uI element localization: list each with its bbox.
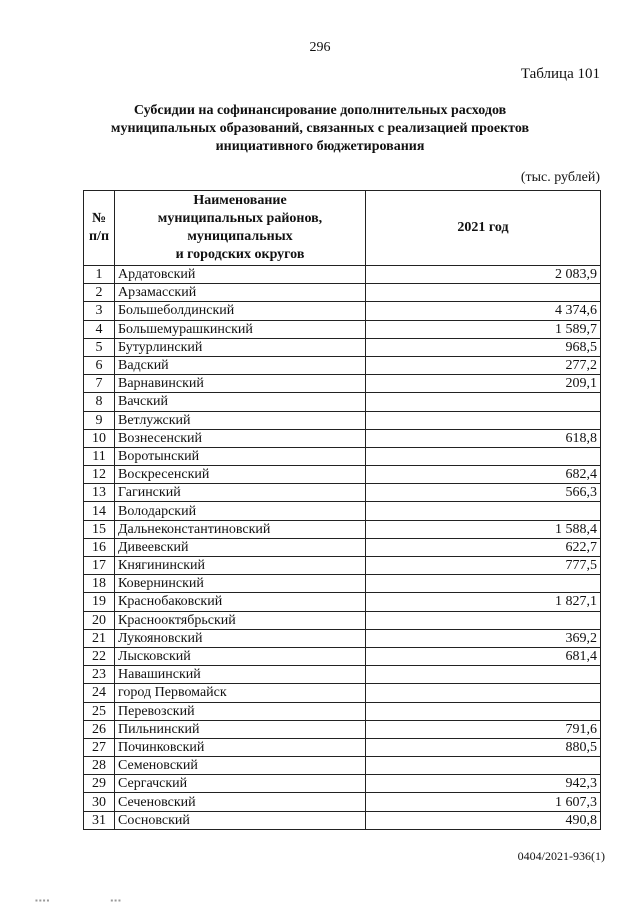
row-name: Большеболдинский <box>115 302 366 320</box>
header-number-line: № <box>91 211 107 226</box>
row-name: Варнавинский <box>115 375 366 393</box>
table-row <box>84 811 601 829</box>
row-value <box>366 393 601 411</box>
table-row <box>84 502 601 520</box>
row-number: 26 <box>84 720 115 738</box>
row-name: Володарский <box>115 502 366 520</box>
row-name: Большемурашкинский <box>115 320 366 338</box>
row-name: Дивеевский <box>115 538 366 556</box>
row-number: 28 <box>84 757 115 775</box>
row-name: Гагинский <box>115 484 366 502</box>
row-value <box>366 502 601 520</box>
table-row <box>84 356 601 374</box>
table-row <box>84 266 601 284</box>
header-name <box>115 191 366 266</box>
row-number: 12 <box>84 466 115 484</box>
row-name: Краснобаковский <box>115 593 366 611</box>
title-line: муниципальных образований, связанных с реализацией проектов <box>110 121 530 136</box>
table-row <box>84 484 601 502</box>
row-number: 1 <box>84 266 115 284</box>
document-title <box>60 102 580 156</box>
row-value: 880,5 <box>366 738 601 756</box>
row-number: 15 <box>84 520 115 538</box>
row-name: Навашинский <box>115 666 366 684</box>
table-label: Таблица 101 <box>520 66 600 82</box>
header-name-line: Наименование <box>193 193 287 208</box>
row-name: Краснооктябрьский <box>115 611 366 629</box>
row-number: 20 <box>84 611 115 629</box>
table-row <box>84 757 601 775</box>
row-value: 369,2 <box>366 629 601 647</box>
row-number: 6 <box>84 356 115 374</box>
row-number: 18 <box>84 575 115 593</box>
row-number: 2 <box>84 284 115 302</box>
row-name: Семеновский <box>115 757 366 775</box>
header-year: 2021 год <box>366 191 601 266</box>
table-row <box>84 429 601 447</box>
row-name: Дальнеконстантиновский <box>115 520 366 538</box>
table-row <box>84 393 601 411</box>
table-row <box>84 557 601 575</box>
row-name: Вачский <box>115 393 366 411</box>
row-name: Ардатовский <box>115 266 366 284</box>
row-number: 10 <box>84 429 115 447</box>
row-name: Сеченовский <box>115 793 366 811</box>
table-row <box>84 666 601 684</box>
row-name: Сергачский <box>115 775 366 793</box>
row-value: 277,2 <box>366 356 601 374</box>
table-row <box>84 611 601 629</box>
row-value: 1 827,1 <box>366 593 601 611</box>
table-header-row <box>84 191 601 266</box>
row-name: Сосновский <box>115 811 366 829</box>
table-row <box>84 284 601 302</box>
row-number: 29 <box>84 775 115 793</box>
row-name: Воскресенский <box>115 466 366 484</box>
row-number: 19 <box>84 593 115 611</box>
row-value <box>366 702 601 720</box>
row-number: 31 <box>84 811 115 829</box>
row-number: 14 <box>84 502 115 520</box>
row-name: Лукояновский <box>115 629 366 647</box>
row-value: 968,5 <box>366 338 601 356</box>
row-name: Арзамасский <box>115 284 366 302</box>
table-row <box>84 647 601 665</box>
row-number: 30 <box>84 793 115 811</box>
table-body <box>84 266 601 830</box>
row-value <box>366 411 601 429</box>
row-number: 8 <box>84 393 115 411</box>
table-row <box>84 302 601 320</box>
table-row <box>84 411 601 429</box>
row-value: 490,8 <box>366 811 601 829</box>
table-row <box>84 738 601 756</box>
row-name: Ковернинский <box>115 575 366 593</box>
subsidy-table <box>83 190 601 830</box>
row-value: 4 374,6 <box>366 302 601 320</box>
header-name-line: муниципальных районов, <box>157 211 323 226</box>
row-number: 13 <box>84 484 115 502</box>
row-value: 2 083,9 <box>366 266 601 284</box>
table-row <box>84 466 601 484</box>
row-name: Воротынский <box>115 447 366 465</box>
table-row <box>84 338 601 356</box>
row-value <box>366 684 601 702</box>
row-number: 7 <box>84 375 115 393</box>
table-row <box>84 629 601 647</box>
row-value: 1 607,3 <box>366 793 601 811</box>
scan-marks: ▪▪▪▪ ▪▪▪ <box>35 896 122 905</box>
row-value: 566,3 <box>366 484 601 502</box>
page-number: 296 <box>309 40 331 55</box>
row-name: Вознесенский <box>115 429 366 447</box>
document-code: 0404/2021-936(1) <box>517 849 605 863</box>
row-value <box>366 666 601 684</box>
row-value: 209,1 <box>366 375 601 393</box>
row-number: 11 <box>84 447 115 465</box>
row-value: 791,6 <box>366 720 601 738</box>
table-row <box>84 702 601 720</box>
row-number: 23 <box>84 666 115 684</box>
row-number: 24 <box>84 684 115 702</box>
table-row <box>84 720 601 738</box>
table-row <box>84 320 601 338</box>
row-number: 5 <box>84 338 115 356</box>
units-label: (тыс. рублей) <box>520 170 600 185</box>
row-value <box>366 575 601 593</box>
row-value <box>366 284 601 302</box>
row-number: 27 <box>84 738 115 756</box>
header-number <box>84 191 115 266</box>
table-row <box>84 793 601 811</box>
row-number: 9 <box>84 411 115 429</box>
title-line: инициативного бюджетирования <box>215 139 425 154</box>
header-number-line: п/п <box>88 229 110 244</box>
row-name: Починковский <box>115 738 366 756</box>
row-value: 1 589,7 <box>366 320 601 338</box>
row-number: 3 <box>84 302 115 320</box>
row-value <box>366 611 601 629</box>
header-name-line: и городских округов <box>175 247 305 262</box>
row-value: 618,8 <box>366 429 601 447</box>
table-row <box>84 775 601 793</box>
row-name: Вадский <box>115 356 366 374</box>
table-row <box>84 520 601 538</box>
row-name: город Первомайск <box>115 684 366 702</box>
row-name: Пильнинский <box>115 720 366 738</box>
table-row <box>84 447 601 465</box>
row-value: 1 588,4 <box>366 520 601 538</box>
row-value: 681,4 <box>366 647 601 665</box>
row-name: Лысковский <box>115 647 366 665</box>
table-row <box>84 593 601 611</box>
row-value: 682,4 <box>366 466 601 484</box>
row-number: 4 <box>84 320 115 338</box>
header-name-line: муниципальных <box>187 229 293 244</box>
row-name: Перевозский <box>115 702 366 720</box>
table-row <box>84 538 601 556</box>
table-row <box>84 375 601 393</box>
title-line: Субсидии на софинансирование дополнительных расходов <box>133 103 507 118</box>
row-name: Бутурлинский <box>115 338 366 356</box>
row-value <box>366 447 601 465</box>
row-number: 17 <box>84 557 115 575</box>
row-number: 22 <box>84 647 115 665</box>
table-row <box>84 575 601 593</box>
row-value <box>366 757 601 775</box>
table-row <box>84 684 601 702</box>
row-number: 21 <box>84 629 115 647</box>
row-name: Княгининский <box>115 557 366 575</box>
row-value: 942,3 <box>366 775 601 793</box>
row-name: Ветлужский <box>115 411 366 429</box>
row-value: 622,7 <box>366 538 601 556</box>
row-value: 777,5 <box>366 557 601 575</box>
row-number: 25 <box>84 702 115 720</box>
row-number: 16 <box>84 538 115 556</box>
